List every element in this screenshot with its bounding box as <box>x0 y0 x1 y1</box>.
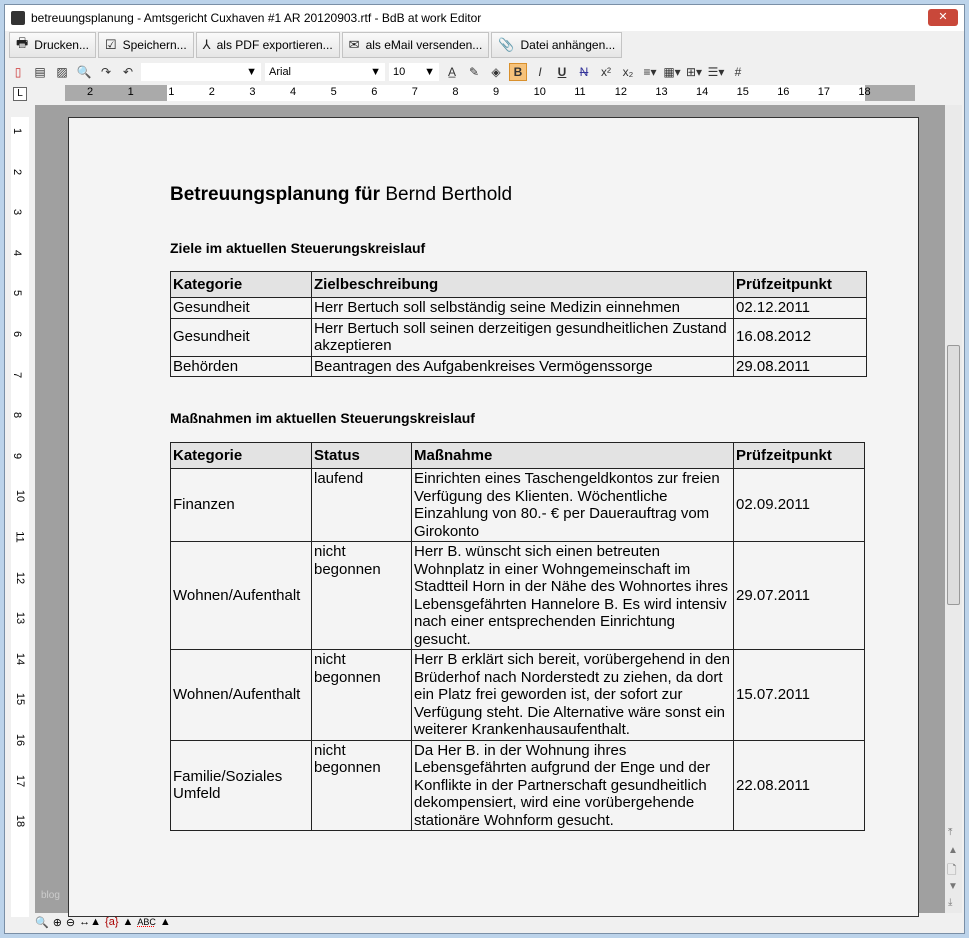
save-icon: ☑ <box>104 37 117 52</box>
table-row <box>171 469 865 542</box>
cell: nicht begonnen <box>312 542 412 650</box>
measures-table <box>170 442 865 831</box>
ruler-label: 11 <box>574 86 586 98</box>
export-pdf-button[interactable] <box>196 32 340 58</box>
send-email-button[interactable] <box>342 32 490 58</box>
ruler-label: 2 <box>87 86 94 98</box>
find-icon[interactable]: 🔍 <box>76 65 92 79</box>
ruler-label: 13 <box>655 86 668 98</box>
column-header: Maßnahme <box>412 443 734 469</box>
cell: Herr Bertuch soll selbständig seine Medizin einnehmen <box>312 298 734 319</box>
cell: 29.07.2011 <box>734 542 865 650</box>
prev-page-icon[interactable]: ▲ <box>948 845 958 856</box>
column-header: Kategorie <box>171 272 312 298</box>
paperclip-icon: 📎 <box>498 37 515 52</box>
ruler-label: 2 <box>208 86 215 98</box>
cell: Gesundheit <box>171 318 312 356</box>
subscript-button[interactable]: x₂ <box>622 65 634 79</box>
attach-file-button[interactable] <box>491 32 622 58</box>
cell: 02.09.2011 <box>734 469 865 542</box>
cell: Wohnen/Aufenthalt <box>171 542 312 650</box>
ruler-label: 8 <box>11 412 24 419</box>
cell: laufend <box>312 469 412 542</box>
ruler-label: 15 <box>14 693 27 706</box>
email-label: als eMail versenden... <box>365 38 483 52</box>
fit-width-icon[interactable]: ↔▲ <box>79 916 102 928</box>
chevron-down-icon: ▼ <box>246 66 257 78</box>
chevron-up-icon[interactable]: ▲ <box>122 916 134 928</box>
ruler-label: 3 <box>249 86 256 98</box>
ruler-label: 11 <box>13 531 26 543</box>
border-icon[interactable]: ⊞▾ <box>685 65 703 79</box>
horizontal-ruler[interactable] <box>65 85 915 101</box>
ruler-label: 16 <box>14 733 27 747</box>
close-button[interactable]: ✕ <box>928 9 958 26</box>
image-icon[interactable]: ▨ <box>56 65 68 79</box>
printer-icon: 🖶 <box>16 35 29 50</box>
ruler-label: 4 <box>11 249 24 256</box>
cell: 15.07.2011 <box>734 650 865 741</box>
align-icon[interactable]: ≡▾ <box>643 65 657 79</box>
table-row <box>171 356 867 377</box>
chevron-down-icon: ▼ <box>370 66 381 78</box>
page-icon[interactable]: 🗋 <box>947 863 957 877</box>
page-down-icon[interactable]: ⤓ <box>948 897 953 908</box>
table-icon[interactable]: ▦▾ <box>663 65 681 79</box>
document-page[interactable] <box>68 117 919 917</box>
underline-button[interactable]: U <box>557 65 567 79</box>
cell: Einrichten eines Taschengeldkontos zur freien Verfügung des Klienten. Wöchentliche Einzahlung von 80.- € per Dauerauftrag vom Girokonto <box>412 469 734 542</box>
table-row <box>171 740 865 831</box>
save-button[interactable] <box>98 32 194 58</box>
ruler-label: 10 <box>533 86 546 98</box>
style-select[interactable] <box>141 63 261 81</box>
size-select[interactable] <box>389 63 439 81</box>
ruler-label: 1 <box>168 86 175 98</box>
undo-icon[interactable]: ↶ <box>122 65 134 79</box>
ruler-label: 18 <box>14 815 27 828</box>
cell: Herr B erklärt sich bereit, vorübergehend in den Brüderhof nach Norderstedt zu ziehen, da dort ein Platz frei geworden ist, der sofort zur Verfügung steht. Die Alternative wäre sonst ein weiterer Krankenhausaufenthalt. <box>412 650 734 741</box>
font-select[interactable] <box>265 63 385 81</box>
chevron-down-icon: ▼ <box>424 66 435 78</box>
window-title: betreuungsplanung - Amtsgericht Cuxhaven #1 AR 20120903.rtf - BdB at work Editor <box>31 11 482 25</box>
ruler-label: 16 <box>777 86 790 98</box>
title-bar <box>5 5 964 31</box>
editor-window <box>4 4 965 934</box>
cell: Da Her B. in der Wohnung ihres Lebensgefährten aufgrund der Enge und der Konflikte in der Partnerschaft gesundheitlich dekompensiert, wird eine vorübergehende stationäre Wohnform gesucht. <box>412 740 734 831</box>
ruler-label: 14 <box>696 86 709 98</box>
ruler-label: 4 <box>290 86 297 98</box>
cell: nicht begonnen <box>312 740 412 831</box>
column-header: Status <box>312 443 412 469</box>
watermark: blog <box>41 890 60 901</box>
cell: Wohnen/Aufenthalt <box>171 650 312 741</box>
email-icon: ✉ <box>348 37 360 52</box>
ruler-label: 5 <box>330 86 337 98</box>
table-row <box>171 650 865 741</box>
title-name: Bernd Berthold <box>385 184 513 205</box>
ruler-label: 7 <box>411 86 418 98</box>
ruler-label: 9 <box>493 86 500 98</box>
ruler-label: 13 <box>14 612 27 625</box>
fill-color-icon[interactable]: ◈ <box>491 65 501 79</box>
section-heading-measures: Maßnahmen im aktuellen Steuerungskreislauf <box>170 410 475 426</box>
document-area <box>35 105 945 913</box>
ruler-label: 18 <box>858 86 871 98</box>
font-color-icon[interactable]: A̲ <box>447 65 456 79</box>
print-label: Drucken... <box>34 38 89 52</box>
cell: Beantragen des Aufgabenkreises Vermögenssorge <box>312 356 734 377</box>
vertical-ruler[interactable] <box>11 117 29 917</box>
cell: Behörden <box>171 356 312 377</box>
print-button[interactable] <box>9 32 96 58</box>
column-header: Zielbeschreibung <box>312 272 734 298</box>
ruler-label: 6 <box>371 86 378 98</box>
format-toolbar <box>9 60 747 84</box>
pdf-label: als PDF exportieren... <box>216 38 333 52</box>
cell: 29.08.2011 <box>734 356 867 377</box>
vertical-scrollbar[interactable] <box>945 105 962 913</box>
main-toolbar <box>9 32 622 58</box>
save-label: Speichern... <box>122 38 187 52</box>
ruler-label: 14 <box>14 652 27 665</box>
cell: Finanzen <box>171 469 312 542</box>
field-button[interactable]: {a} <box>105 916 119 928</box>
chevron-up-icon[interactable]: ▲ <box>159 916 171 928</box>
numbering-button[interactable]: # <box>734 65 742 79</box>
ruler-label: 8 <box>452 86 459 98</box>
ruler-label: 3 <box>11 209 24 216</box>
table-row <box>171 318 867 356</box>
size-value: 10 <box>393 66 406 78</box>
cell: Gesundheit <box>171 298 312 319</box>
ruler-label: 7 <box>11 371 24 378</box>
scrollbar-thumb[interactable] <box>947 345 960 605</box>
list-icon[interactable]: ☰▾ <box>707 65 725 79</box>
table-row <box>171 298 867 319</box>
column-header: Prüfzeitpunkt <box>734 272 867 298</box>
ruler-label: 17 <box>14 774 27 787</box>
ruler-label: 12 <box>614 86 628 98</box>
attach-label: Datei anhängen... <box>520 38 616 52</box>
goals-table <box>170 271 867 377</box>
ruler-label: 5 <box>11 290 24 297</box>
zoom-icon[interactable]: 🔍 <box>35 916 49 929</box>
highlight-icon[interactable]: ✎ <box>468 65 480 79</box>
zoom-out-icon[interactable]: ⊖ <box>65 916 76 929</box>
ruler-label: 1 <box>11 127 24 135</box>
cell: 22.08.2011 <box>734 740 865 831</box>
columns-icon[interactable]: ▤ <box>34 65 46 79</box>
ruler-label: 1 <box>127 86 134 98</box>
document-title <box>170 184 512 206</box>
superscript-button[interactable]: x² <box>601 65 611 79</box>
bold-button[interactable]: B <box>509 63 527 81</box>
ruler-label: 12 <box>14 571 27 584</box>
column-header: Kategorie <box>171 443 312 469</box>
cell: 16.08.2012 <box>734 318 867 356</box>
section-heading-goals: Ziele im aktuellen Steuerungskreislauf <box>170 240 426 256</box>
cell: 02.12.2011 <box>734 298 867 319</box>
app-icon <box>11 11 25 25</box>
table-row <box>171 542 865 650</box>
pdf-icon: ⅄ <box>202 37 211 52</box>
strikethrough-button[interactable]: N <box>579 65 589 79</box>
cell: Herr Bertuch soll seinen derzeitigen gesundheitlichen Zustand akzeptieren <box>312 318 734 356</box>
cell: nicht begonnen <box>312 650 412 741</box>
tab-stop-selector[interactable]: L <box>13 87 27 101</box>
page-up-icon[interactable]: ⤒ <box>948 827 953 838</box>
cell: Herr B. wünscht sich einen betreuten Wohnplatz in einer Wohngemeinschaft im Stadtteil Horn in der Nähe des Wohnortes ihres Lebensgefährten Hannelore B. Es wird intensiv nach einer entsprechenden Einrichtung gesucht. <box>412 542 734 650</box>
italic-button[interactable]: I <box>538 65 542 79</box>
ruler-label: 10 <box>14 490 27 503</box>
ruler-label: 6 <box>11 330 24 338</box>
column-header: Prüfzeitpunkt <box>734 443 865 469</box>
zoom-in-icon[interactable]: ⊕ <box>52 916 62 929</box>
title-bold: Betreuungsplanung für <box>170 184 381 205</box>
spellcheck-button[interactable]: ABC <box>137 917 156 927</box>
redo-icon[interactable]: ↷ <box>100 65 112 79</box>
next-page-icon[interactable]: ▼ <box>948 881 958 892</box>
cell: Familie/Soziales Umfeld <box>171 740 312 831</box>
ruler-margin-left <box>65 85 167 101</box>
ruler-label: 17 <box>817 86 831 98</box>
ruler-label: 2 <box>11 168 24 175</box>
ruler-label: 15 <box>736 86 749 98</box>
ruler-margin-right <box>865 85 915 101</box>
font-value: Arial <box>269 66 292 78</box>
ruler-label: 9 <box>11 452 24 459</box>
page-icon[interactable]: ▯ <box>14 65 22 79</box>
zoom-bar <box>35 913 171 931</box>
